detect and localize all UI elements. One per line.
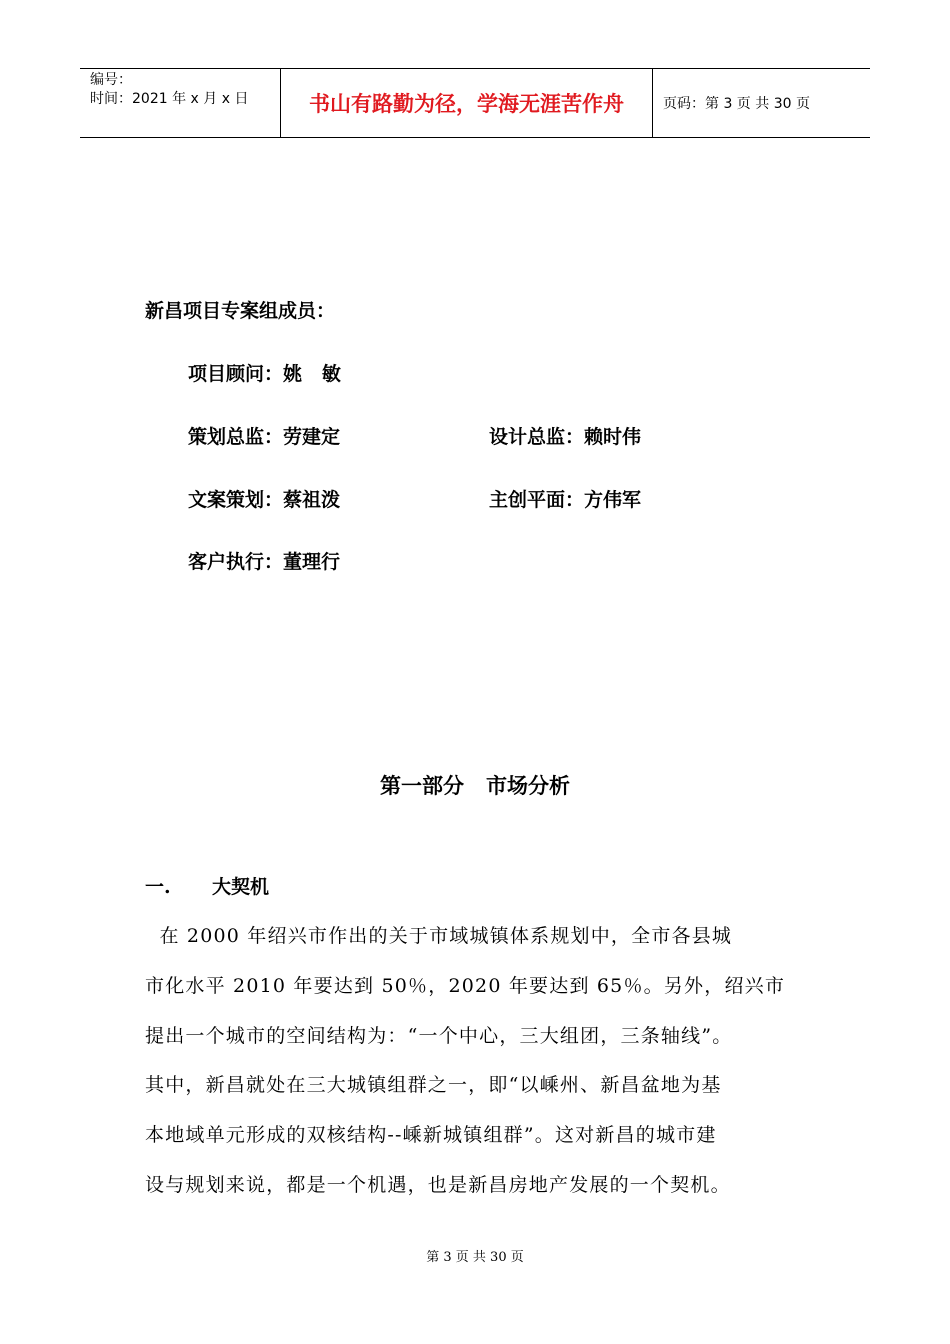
part-title: 第一部分 市场分析: [380, 773, 570, 798]
page-header: [80, 68, 870, 138]
paragraph-line: 设与规划来说，都是一个机遇，也是新昌房地产发展的一个契机。: [145, 1174, 731, 1196]
section-title: 大契机: [212, 876, 270, 898]
members-title: 新昌项目专案组成员：: [145, 300, 336, 322]
paragraph-line: 其中，新昌就处在三大城镇组群之一，即“以嵊州、新昌盆地为基: [145, 1074, 722, 1096]
page-footer: 第 3 页 共 30 页: [426, 1250, 524, 1265]
member-advisor: 项目顾问：姚 敏: [188, 363, 341, 385]
document-time-label: 时间：2021 年 x 月 x 日: [90, 91, 249, 107]
paragraph-line: 提出一个城市的空间结构为：“一个中心，三大组团，三条轴线”。: [145, 1025, 733, 1047]
paragraph-line: 市化水平 2010 年要达到 50％，2020 年要达到 65％。另外，绍兴市: [145, 975, 786, 997]
member-graphic-designer: 主创平面：方伟军: [489, 489, 642, 511]
member-planning-director: 策划总监：劳建定: [188, 426, 341, 448]
member-account-executive: 客户执行：董理行: [188, 551, 341, 573]
header-motto: 书山有路勤为径，学海无涯苦作舟: [280, 69, 653, 137]
member-design-director: 设计总监：赖时伟: [489, 426, 642, 448]
section-number: 一.: [145, 876, 171, 898]
header-meta: [80, 69, 280, 137]
paragraph-line: 在 2000 年绍兴市作出的关于市域城镇体系规划中，全市各县城: [145, 925, 733, 947]
document-number-label: 编号：: [90, 72, 132, 88]
header-page-info: 页码：第 3 页 共 30 页: [663, 96, 810, 112]
member-copywriter: 文案策划：蔡祖泼: [188, 489, 341, 511]
paragraph-line: 本地域单元形成的双核结构--嵊新城镇组群”。这对新昌的城市建: [145, 1124, 717, 1146]
